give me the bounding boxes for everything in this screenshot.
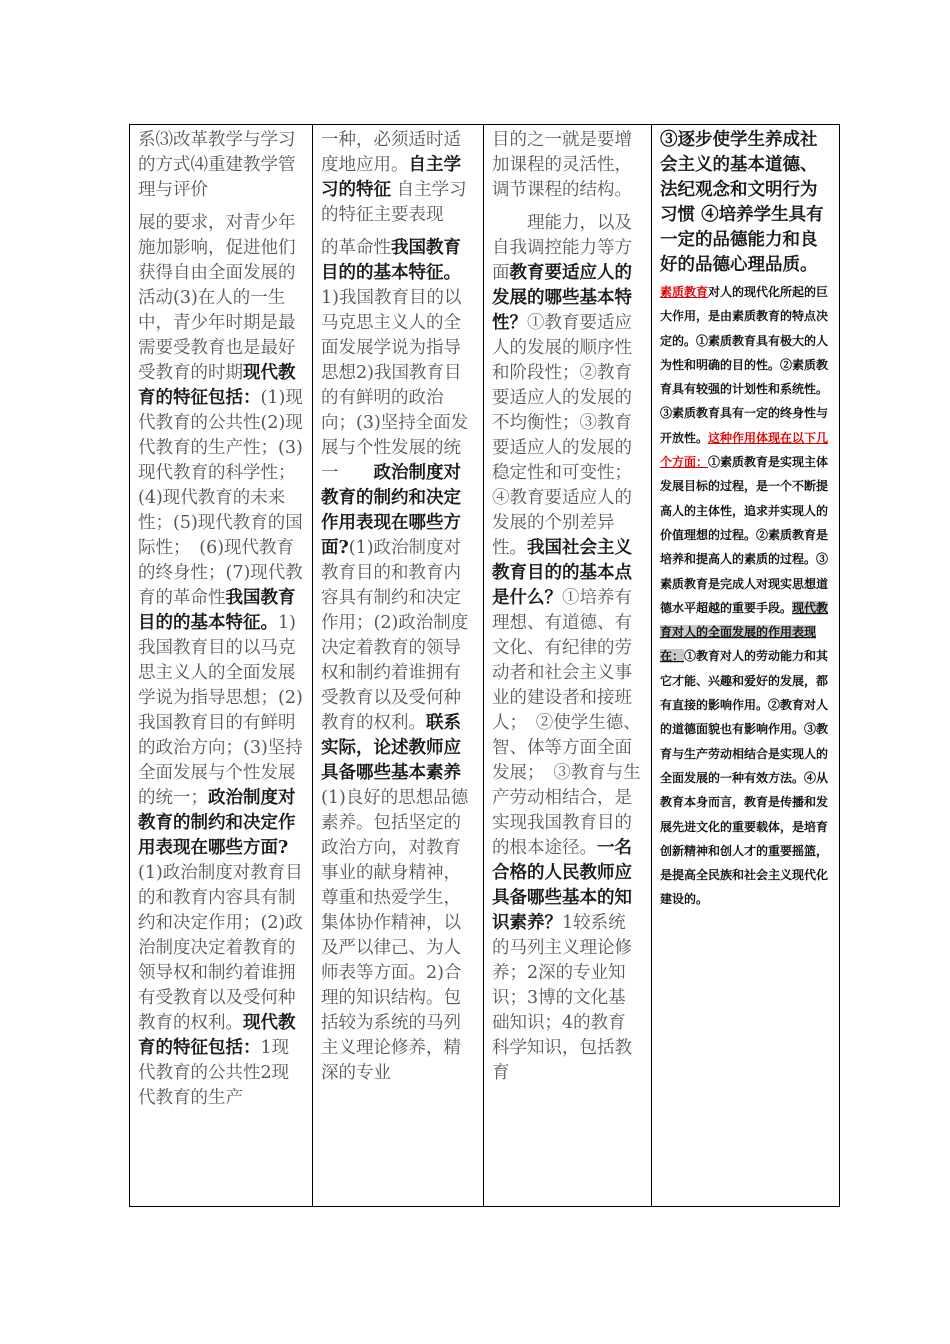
col2-paragraph-1 xyxy=(321,128,475,228)
col1-paragraph-1: 系⑶改革教学与学习的方式⑷重建教学管理与评价 xyxy=(138,130,296,200)
col1-text: 1)我国教育目的以马克思主义人的全面发展学说为指导思想；(2)我国教育目的有鲜明的政治方向；(3)坚持全面发展与个性发展的统一； xyxy=(138,613,303,808)
col4-small-paragraph xyxy=(660,280,833,912)
col4-text: ①素质教育是实现主体发展目标的过程，是一个不断提高人的主体性，追求并实现人的价值理想的过程。②素质教育是培养和提高人的素质的过程。③素质教育是完成人对现实思想道德水平超越的重要手段。 xyxy=(660,455,829,615)
col1-heading: 现代教育的特征包括： xyxy=(138,1013,296,1058)
col1-text: 1现代教育的公共性2现代教育的生产 xyxy=(138,1038,290,1108)
col3-paragraph-1: 目的之一就是要增加课程的灵活性，调节课程的结构。 xyxy=(492,130,632,200)
col1-text: (1)现代教育的公共性(2)现代教育的生产性；(3)现代教育的科学性；(4)现代教育的未来性；(5)现代教育的国际性； (6)现代教育的终身性；(7)现代教育的革命性 xyxy=(138,388,303,608)
col4-highlight-red: 素质教育 xyxy=(660,285,709,299)
col4-highlight-red: 这种作用体现在以下几个方面： xyxy=(660,430,829,470)
col2-heading: 政治制度对教育的制约和决定作用表现在哪些方面? xyxy=(321,463,461,558)
col4-highlight-grey: 现代教育对人的全面发展的作用表现在： xyxy=(660,600,829,664)
col3-paragraph-2 xyxy=(492,211,643,1086)
col1-heading: 我国教育目的的基本特征。 xyxy=(138,588,296,633)
col2-text: 一种，必须适时适度地应用。 xyxy=(321,130,461,175)
table-cell-column-2 xyxy=(313,125,484,1207)
col2-text: 1)我国教育目的以马克思主义人的全面发展学说为指导思想2)我国教育目的有鲜明的政治向；(3)坚持全面发展与个性发展的统一 xyxy=(321,288,469,483)
col3-text: ①教育要适应人的发展的顺序性和阶段性；②教育要适应人的发展的不均衡性；③教育要适应人的发展的稳定性和可变性；④教育要适应人的发展的个别差异性。 xyxy=(492,313,632,558)
col3-heading: 一名合格的人民教师应具备哪些基本的知识素养？ xyxy=(492,838,632,933)
col2-heading: 联系实际，论述教师应具备哪些基本素养 xyxy=(321,713,461,783)
col2-paragraph-2 xyxy=(321,236,475,1086)
col2-text: 的革命性 xyxy=(321,238,391,258)
col3-text: ①培养有理想、有道德、有文化、有纪律的劳动者和社会主义事业的建设者和接班人； ②使学生德、智、体等方面全面发展； ③教育与生产劳动相结合，是实现我国教育目的的根本途径。 xyxy=(492,588,641,858)
col1-heading: 政治制度对教育的制约和决定作用表现在哪些方面? xyxy=(138,788,296,858)
col2-text: 自主学习的特征主要表现 xyxy=(321,180,467,225)
col2-heading: 我国教育目的的基本特征。 xyxy=(321,238,461,283)
col1-heading: 现代教育的特征包括： xyxy=(138,363,296,408)
col1-text: (1)政治制度对教育目的和教育内容具有制约和决定作用；(2)政治制度决定着教育的领导权和制约着谁拥有受教育以及受何种教育的权利。 xyxy=(138,863,303,1033)
col3-text: 理能力，以及自我调控能力等方面 xyxy=(492,213,632,283)
col3-text: 1较系统的马列主义理论修养；2深的专业知识；3博的文化基础知识；4的教育科学知识，包括教育 xyxy=(492,913,632,1083)
col1-text: 展的要求，对青少年施加影响，促进他们获得自由全面发展的活动(3)在人的一生中，青少年时期是最需要受教育也是最好受教育的时期 xyxy=(138,213,296,383)
col4-text: 对人的现代化所起的巨大作用，是由素质教育的特点决定的。①素质教育具有极大的人为性和明确的目的性。②素质教育具有较强的计划性和系统性。③素质教育具有一定的终身性与开放性。 xyxy=(660,285,829,445)
col2-heading: 自主学习的特征 xyxy=(321,155,461,200)
col2-text: (1)政治制度对教育目的和教育内容具有制约和决定作用；(2)政治制度决定着教育的领导权和制约着谁拥有受教育以及受何种教育的权利。 xyxy=(321,538,469,733)
col2-text: (1)良好的思想品德素养。包括坚定的政治方向，对教育事业的献身精神，尊重和热爱学生，集体协作精神，以及严以律己、为人师表等方面。2)合理的知识结构。包括较为系统的马列主义理论修养，精深的专业 xyxy=(321,788,469,1083)
table-row xyxy=(130,125,840,1207)
table-cell-column-3 xyxy=(484,125,652,1207)
col3-heading: 教育要适应人的发展的哪些基本特性？ xyxy=(492,263,632,333)
col4-top-paragraph: ③逐步使学生养成社会主义的基本道德、法纪观念和文明行为习惯 ④培养学生具有一定的品德能力和良好的品德心理品质。 xyxy=(660,130,824,275)
table-cell-column-4 xyxy=(652,125,840,1207)
table-cell-column-1 xyxy=(130,125,313,1207)
col1-paragraph-2 xyxy=(138,211,304,1111)
col4-text: ①教育对人的劳动能力和其它才能、兴趣和爱好的发展，都有直接的影响作用。②教育对人的道德面貌也有影响作用。③教育与生产劳动相结合是实现人的全面发展的一种有效方法。④从教育本身而言，教育是传播和发展先进文化的重要载体，是培育创新精神和创人才的重要摇篮，是提高全民族和社会主义现代化建设的。 xyxy=(660,649,829,907)
content-table xyxy=(129,124,840,1207)
col3-heading: 我国社会主义教育目的的基本点是什么？ xyxy=(492,538,632,608)
